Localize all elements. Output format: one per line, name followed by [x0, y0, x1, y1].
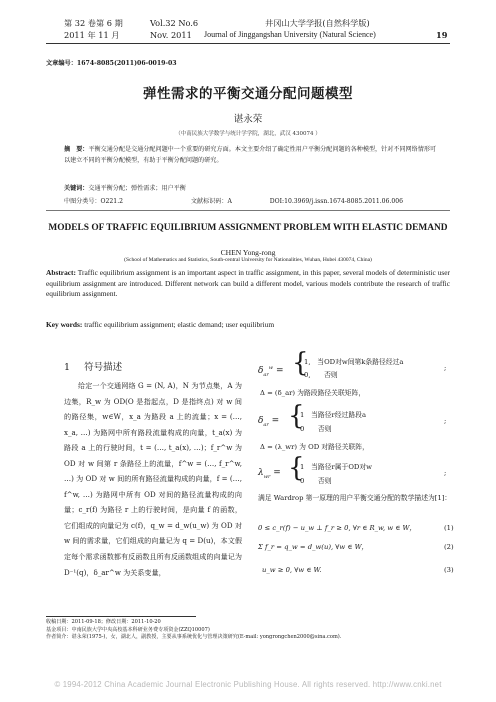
brace-icon: { — [288, 453, 305, 483]
lambda-wr-symbol: $\lambda_{wr}$ = — [258, 468, 281, 480]
lambda-semicolon: ; — [444, 469, 447, 477]
lambda-case-1: 1 当路径r属于OD对w — [300, 463, 372, 471]
delta-matrix-def: Δ = (δ_ar) 为路段路径关联矩阵， — [260, 389, 366, 397]
document-code: 文献标识码：A — [190, 198, 232, 205]
section-title: 符号描述 — [84, 362, 123, 373]
lambda-matrix-def: Δ = (λ_wr) 为 OD 对路径关联阵， — [260, 443, 369, 451]
keywords-en-text: traffic equilibrium assignment; elastic demand; user equilibrium — [82, 320, 275, 329]
header-volume-cn: 第 32 卷第 6 期 — [64, 18, 123, 28]
brace-icon: { — [292, 348, 309, 378]
header-date-en: Nov. 2011 — [150, 30, 192, 40]
title-cn: 弹性需求的平衡交通分配问题模型 — [143, 86, 353, 102]
body-left-column — [64, 378, 242, 580]
article-number: 文章编号：1674-8085(2011)06-0019-03 — [46, 60, 177, 67]
equation-1-number: (1) — [444, 524, 454, 532]
brace-icon: { — [288, 401, 305, 431]
equation-2-number: (2) — [444, 543, 454, 551]
delta-ar-w-symbol: $\delta_{ar}^w$ = — [258, 365, 284, 378]
header-date-cn: 2011 年 11 月 — [64, 30, 120, 40]
footnote-author-bio: 作者简介：谌永荣(1975-)，女，湖北人，副教授，主要从事系统优化与管理决策研究(E-mail: yongrongchen2000@sina.com). — [46, 634, 342, 640]
lambda-case-2: 0 否则 — [300, 477, 332, 485]
footnotes — [46, 619, 341, 642]
footnote-received: 收稿日期：2011-09-18；修改日期：2011-10-20 — [46, 619, 161, 625]
keywords-cn — [64, 183, 436, 192]
abstract-rule — [46, 210, 450, 211]
equation-1: 0 ≤ c_r(f) − u_w ⊥ f_r ≥ 0, ∀r ∈ R_w, w ∈ W， — [258, 524, 417, 532]
abstract-cn — [64, 145, 436, 166]
abstract-en — [46, 268, 450, 300]
delta-case-1: 1, 当OD对w间第k条路径经过a — [304, 358, 404, 366]
delta-ar-case-1: 1 当路径r经过路段a — [300, 411, 367, 419]
abstract-cn-text: 平衡交通分配是交通分配问题中一个重要的研究方面。本文主要介绍了确定性用户平衡分配问题的各种模型，针对不同网络情形可以建立不同的平衡分配模型，有助于平衡分配问题的研究。 — [64, 146, 437, 164]
delta-ar-symbol: $\delta_{ar}$ = — [258, 416, 280, 428]
abstract-en-text: Traffic equilibrium assignment is an important aspect in traffic assignment, in this paper, several models of deterministic user equilibrium assignment are introduced. Different network can build a different model, various models contribute the research of traffic equilibrium assignment. — [46, 268, 450, 299]
copyright-notice: © 1994-2012 China Academic Journal Electronic Publishing House. All rights reserved. http://www.cnki.net — [54, 680, 442, 689]
affiliation-en: (School of Mathematics and Statistics, South-central University for Nationalities, Wuhan, Hubei 430074, China) — [124, 257, 372, 263]
author-cn: 谌永荣 — [233, 114, 263, 125]
section-heading — [64, 359, 122, 373]
equation-2: Σ f_r = q_w = d_w(u), ∀w ∈ W， — [258, 543, 369, 551]
equation-3-number: (3) — [444, 566, 454, 574]
equation-3: u_w ≥ 0, ∀w ∈ W. — [262, 566, 322, 574]
author-en: CHEN Yong-rong — [220, 248, 276, 257]
keywords-cn-label: 关键词： — [64, 185, 89, 192]
keywords-en — [46, 320, 450, 329]
clc-number: 中图分类号：O221.2 — [64, 198, 124, 205]
wardrop-intro: 满足 Wardrop 第一原理的用户平衡交通分配的数学描述为[1]： — [258, 494, 452, 502]
body-paragraph: 给定一个交通网络 G = (N, A)，N 为节点集，A 为边集，R_w 为 OD(O 是指起点，D 是指终点) 对 w 间的路径集，w∈W，x_a 为路段 a 上的流量；x = (…, x_a, …) 为路网中所有路段流量构成的向量，t_a(x) 为路段 a 上的行驶时间，t = (…, t_a(x), …)；f_r^w 为 OD 对 w 间第 r 条路径上的流量，f^w = (…, f_r^w, …) 为 OD 对 w 间的所有路径流量构成的向量，f = (…, f^w, …) 为路网中所有 OD 对间的路径流量构成的向量；c_r(f) 为路径 r 上的行驶时间，是向量 f 的函数，它们组成的向量记为 c(f)，q_w = d_w(u_w) 为 OD 对 w 间的需求量，它们组成的向量记为 q = D(u)，本文假定每个需求函数都有反函数且所有反函数组成的向量记为 D⁻¹(q)，δ_ar^w 为关系变量， — [64, 381, 242, 577]
header-journal-cn: 井冈山大学学报(自然科学版) — [265, 18, 370, 28]
title-en: MODELS OF TRAFFIC EQUILIBRIUM ASSIGNMENT PROBLEM WITH ELASTIC DEMAND — [48, 223, 448, 233]
delta-case-2: 0, 否则 — [304, 371, 338, 379]
abstract-en-label: Abstract: — [46, 268, 76, 277]
footnote-rule — [46, 616, 196, 617]
section-number: 1 — [64, 362, 71, 373]
classification-row — [64, 196, 403, 205]
delta-ar-semicolon: ; — [444, 417, 447, 425]
page-number: 19 — [436, 30, 448, 40]
delta-semicolon: ; — [444, 364, 447, 372]
header-rule — [46, 43, 450, 44]
footnote-fund: 基金项目：中南民族大学中央高校基本科研业务费专项资金(ZZQ10007) — [46, 626, 210, 633]
keywords-cn-text: 交通平衡分配；弹性需求；用户平衡 — [88, 185, 186, 192]
header-volume-en: Vol.32 No.6 — [150, 18, 199, 28]
abstract-cn-label: 摘 要： — [64, 146, 89, 153]
affiliation-cn: （中南民族大学数学与统计学学院，湖北，武汉 430074 ） — [175, 131, 321, 137]
keywords-en-label: Key words: — [46, 320, 83, 329]
doi: DOI:10.3969/j.issn.1674-8085.2011.06.006 — [269, 198, 403, 205]
delta-ar-case-2: 0 否则 — [300, 425, 332, 433]
header-journal-en: Journal of Jinggangshan University (Natural Science) — [204, 30, 376, 39]
